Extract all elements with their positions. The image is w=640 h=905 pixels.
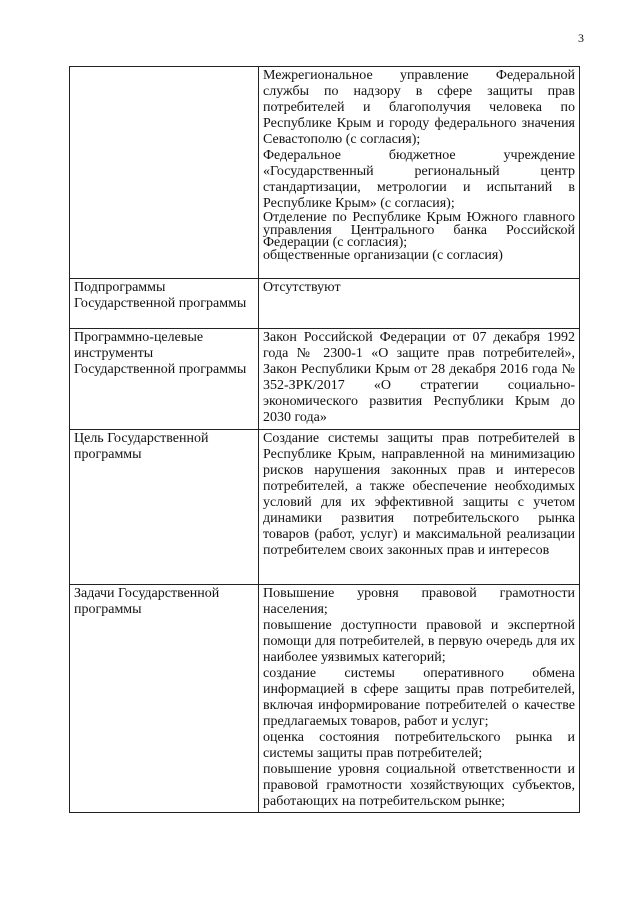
row-value — [259, 279, 580, 329]
participant-item: Федеральное бюджетное учреждение «Государственный региональный центр стандартизации, метрологии и испытаний в Республике Крым» (с согласия); — [263, 148, 575, 211]
goal-text: Создание системы защиты прав потребителей в Республике Крым, направленной на минимизацию рисков нарушения законных прав и интересов потребителей, а также обеспечение необходимых условий для их эффективной защиты с учетом динамики развития потребительского рынка товаров (работ, услуг) и максимальной реализации потребителем своих законных прав и интересов — [263, 431, 575, 558]
task-item: оценка состояния потребительского рынка и системы защиты прав потребителей; — [263, 730, 575, 761]
instruments-text: Закон Российской Федерации от 07 декабря 1992 года № 2300-1 «О защите прав потребителей», Закон Республики Крым от 28 декабря 2016 года № 352-ЗРК/2017 «О стратегии социально-экономического развития Республики Крым до 2030 года» — [263, 330, 575, 425]
row-value — [259, 329, 580, 430]
row-value — [259, 585, 580, 813]
row-label: Подпрограммы Государственной программы — [70, 279, 259, 329]
table-row-subprograms — [70, 279, 580, 329]
task-item: повышение уровня социальной ответственности и правовой грамотности хозяйствующих субъектов, работающих на потребительском рынке; — [263, 762, 575, 809]
page-number: 3 — [578, 31, 584, 45]
row-label: Задачи Государственной программы — [70, 585, 259, 813]
subprograms-value: Отсутствуют — [263, 280, 341, 295]
task-item: Повышение уровня правовой грамотности населения; — [263, 586, 575, 617]
row-value — [259, 430, 580, 585]
table-row-participants — [70, 67, 580, 279]
table-row-target-instruments — [70, 329, 580, 430]
task-item: создание системы оперативного обмена информацией в сфере защиты прав потребителей, включая информирование потребителей о качестве предлагаемых товаров, работ и услуг; — [263, 666, 575, 729]
program-passport-table — [69, 66, 580, 813]
participant-item: Отделение по Республике Крым Южного главного управления Центрального банка Российской Федерации (с согласия); — [263, 210, 575, 250]
row-label: Программно-целевые инструменты Государственной программы — [70, 329, 259, 430]
row-label: Цель Государственной программы — [70, 430, 259, 585]
table-row-tasks — [70, 585, 580, 813]
row-label — [70, 67, 259, 279]
participant-item: общественные организации (с согласия) — [263, 247, 503, 263]
table-row-goal — [70, 430, 580, 585]
row-value — [259, 67, 580, 279]
participant-item: Межрегиональное управление Федеральной службы по надзору в сфере защиты прав потребителей и благополучия человека по Республике Крым и городу федерального значения Севастополю (с согласия); — [263, 68, 575, 147]
task-item: повышение доступности правовой и экспертной помощи для потребителей, в первую очередь для их наиболее уязвимых категорий; — [263, 618, 575, 665]
